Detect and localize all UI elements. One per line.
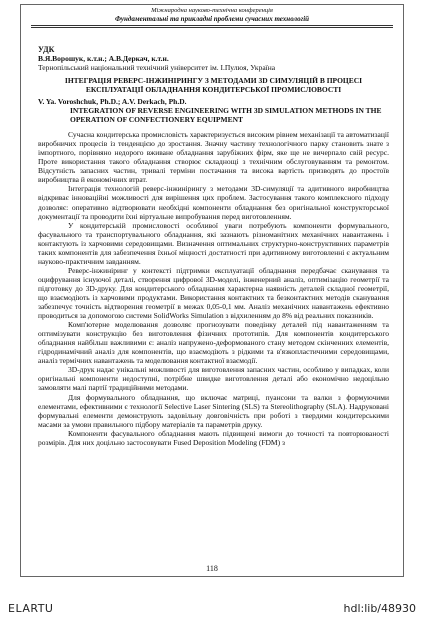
document-page bbox=[20, 4, 404, 577]
authors-en: V. Ya. Voroshchuk, Ph.D.; A.V. Derkach, Ph.D. bbox=[38, 97, 187, 107]
title-en: INTEGRATION OF REVERSE ENGINEERING WITH 3D SIMULATION METHODS IN THE OPERATION OF CONFECTIONERY EQUIPMENT bbox=[70, 106, 382, 125]
paragraph: 3D-друк надає унікальні можливості для виготовлення запасних частин, особливо у випадках, коли оригінальні компоненти недоступні, потрібне швидке виготовлення деталі або економічно недоцільно замовляти малі партії традиційними методами. bbox=[38, 365, 389, 393]
conference-subtitle: Фундаментальні та прикладні проблеми сучасних технологій bbox=[114, 15, 310, 23]
affiliation: Тернопільський національний технічний університет ім. І.Пулюя, Україна bbox=[38, 63, 276, 73]
paragraph: Сучасна кондитерська промисловість характеризується високим рівнем механізації та автоматизації виробничих процесів із тенденцією до зростання. Значну частину технологічного парку становить знате з імпортного, порівняно недорого вживане обладнання зарубіжних фірм, яке ще не вичерпало свій ресурс. Проте використання такого обладнання створює складнощі з технічним обслуговуванням та ремонтом. Відсутність запасних частин, тривалі терміни постачання та висока вартість призводять до простоїв виробництва й економічних втрат. bbox=[38, 130, 389, 185]
title-ua: ІНТЕГРАЦІЯ РЕВЕРС-ІНЖИНІРИНГУ З МЕТОДАМИ 3D СИМУЛЯЦІЙ В ПРОЦЕСІ ЕКСПЛУАТАЦІЇ ОБЛАДНАННЯ КОНДИТЕРСЬКОЇ ПРОМИСЛОВОСТІ bbox=[64, 76, 363, 95]
paragraph: Реверс-інжиніринг у контексті підтримки експлуатації обладнання передбачає сканування та оцифрування існуючої деталі, створення цифрової 3D-моделі, інженерний аналіз, оптимізацію геометрії та підготовку до 3D-друку. Для кондитерського обладнання характерна наявність деталей складної геометрії, що взаємодіють із харчовими продуктами. Використання контактних та безконтактних методів сканування забезпечує точність відтворення геометрії в межах 0,05-0,1 мм. Аналіз механічних навантажень ефективно проводиться за допомогою системи SolidWorks Simulation з відхиленням до 8% від реальних показників. bbox=[38, 265, 389, 321]
paragraph: Компоненти фасувального обладнання мають підвищені вимоги до точності та повторюваності розмірів. Для них доцільно застосовувати Fused Deposition Modeling (FDM) з bbox=[38, 428, 389, 447]
repository-name: ELARTU bbox=[8, 602, 54, 615]
paragraph: Для формувального обладнання, що включає матриці, пуансони та валки з формуючими елементами, ефективними є технології Selective Laser Sintering (SLS) та Stereolithography (SLA). Надруковані формувальні елементи демонструють задовільну довговічність при роботі з твердими кондитерськими масами за умови правильного підбору матеріалів та параметрів друку. bbox=[38, 392, 389, 429]
header-rule-top bbox=[31, 25, 393, 26]
authors-ua: В.Я.Ворошук, к.т.н.; А.В.Деркач, к.т.н. bbox=[38, 54, 169, 63]
article-body bbox=[38, 130, 389, 447]
page-number: 118 bbox=[206, 564, 218, 573]
article-content bbox=[38, 45, 389, 447]
repository-footer bbox=[0, 598, 424, 620]
udk-label: УДК bbox=[38, 45, 55, 54]
header-rule-bottom bbox=[31, 27, 393, 28]
paragraph: Інтеграція технологій реверс-інжинірингу з методами 3D-симуляції та адитивного виробництва відкриває інноваційні можливості для вирішення цих проблем. Застосування такого комплексного підходу дозволяє: оперативно відтворювати необхідні компоненти обладнання без оригінальної конструкторської документації та проводити їхні віртуальне випробування перед виготовленням. bbox=[38, 184, 389, 221]
paragraph: У кондитерській промисловості особливої уваги потребують компоненти формувального, фасувального та транспортувального обладнання, які зазнають різноманітних механічних навантажень і контактують із харчовими середовищами. Визначення оптимальних структурно-конструктивних параметрів таких компонентів для забезпечення їхньої міцності достатності при адитивному виготовленні є актуальним науково-практичним завданням. bbox=[38, 220, 389, 266]
conference-name: Міжнародна науково-технічна конференція bbox=[151, 7, 273, 14]
handle-id: hdl:lib/48930 bbox=[343, 602, 416, 615]
page-header bbox=[21, 7, 403, 23]
paragraph: Комп'ютерне моделювання дозволяє прогнозувати поведінку деталей під навантаженням та оптимізувати конструкцію без виготовлення фізичних прототипів. Для компонентів кондитерського обладнання найбільш важливими є: аналіз напружено-деформованого стану методом скінченних елементів, гідродинамічний аналіз для компонентів, що взаємодіють з рідкими та в'язкопластичними середовищами, аналіз термічних навантажень та моделювання контактної взаємодії. bbox=[38, 320, 389, 366]
